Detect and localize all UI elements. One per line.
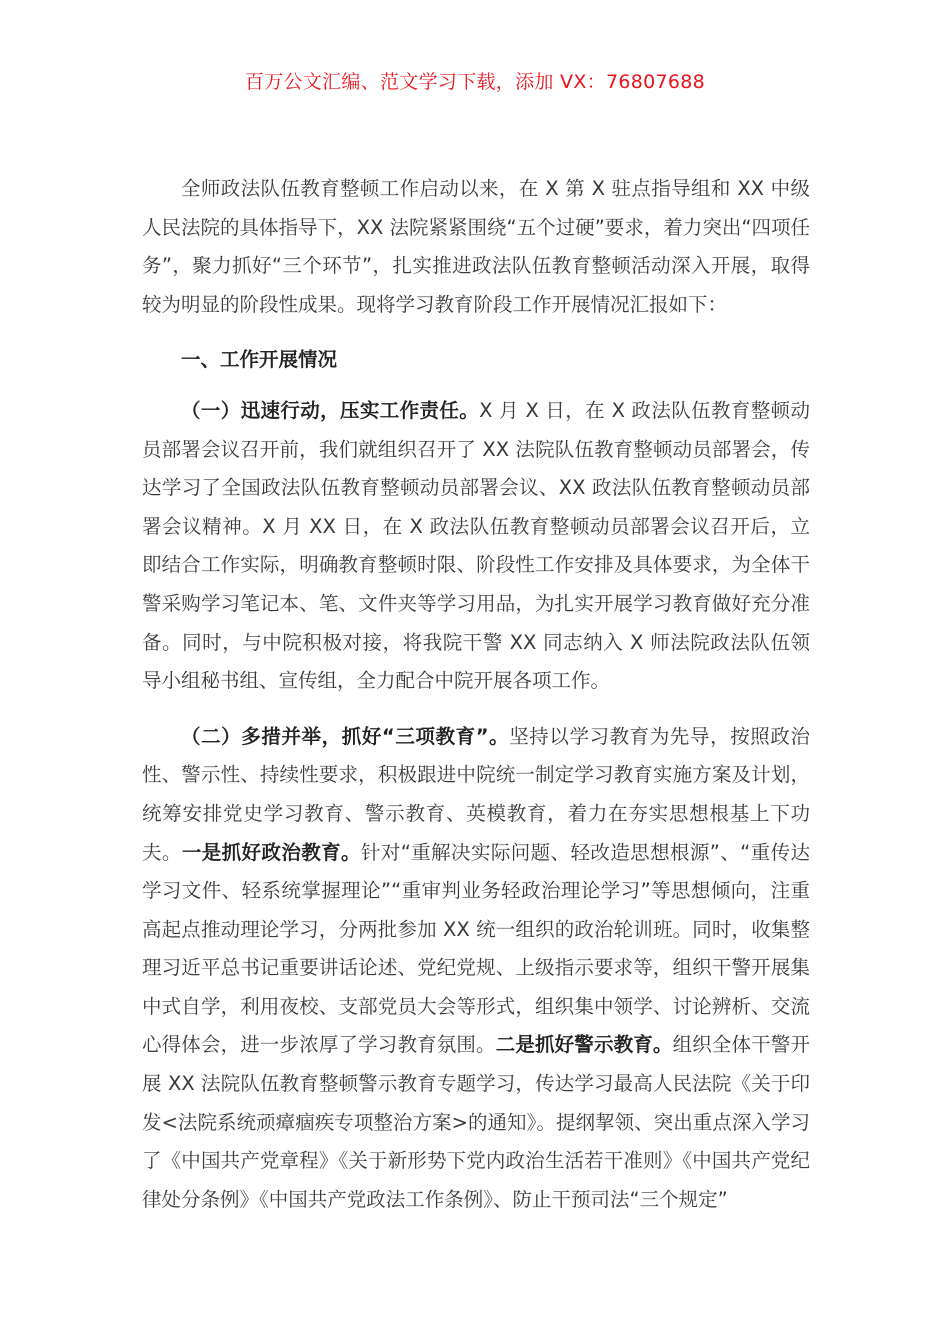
subsection-2-title: （二）多措并举，抓好“三项教育”。 bbox=[181, 724, 510, 748]
intro-paragraph: 全师政法队伍教育整顿工作启动以来，在 X 第 X 驻点指导组和 XX 中级人民法院的具体指导下，XX 法院紧紧围绕“五个过硬”要求，着力突出“四项任务”，聚力抓好“三个环节”，扎实推进政法队伍教育整顿活动深入开展，取得较为明显的阶段性成果。现将学习教育阶段工作开展情况汇报如下： bbox=[142, 177, 810, 316]
subsection-2-text: 坚持以学习教育为先导，按照政治性、警示性、持续性要求，积极跟进中院统一制定学习教育实施方案及计划，统筹安排党史学习教育、警示教育、英模教育，着力在夯实思想根基上下功夫。 bbox=[142, 724, 810, 864]
section-heading-1: 一、工作开展情况 bbox=[181, 348, 338, 372]
subsection-1-paragraph bbox=[142, 392, 810, 701]
document-body bbox=[142, 170, 810, 1219]
point-2-title: 二是抓好警示教育。 bbox=[495, 1033, 673, 1057]
point-1-title: 一是抓好政治教育。 bbox=[181, 840, 361, 864]
point-2-text: 组织全体干警开展 XX 法院队伍教育整顿警示教育专题学习，传达学习最高人民法院《关于印发<法院系统顽瘴痼疾专项整治方案>的通知》。提纲挈领、突出重点深入学习了《中国共产党章程》《关于新形势下党内政治生活若干准则》《中国共产党纪律处分条例》《中国共产党政法工作条例》、防止干预司法“三个规定” bbox=[142, 1033, 810, 1211]
subsection-1-text: X 月 X 日，在 X 政法队伍教育整顿动员部署会议召开前，我们就组织召开了 XX 法院队伍教育整顿动员部署会，传达学习了全国政法队伍教育整顿动员部署会议、XX 政法队伍教育整顿动员部署会议精神。X 月 XX 日，在 X 政法队伍教育整顿动员部署会议召开后，立即结合工作实际，明确教育整顿时限、阶段性工作安排及具体要求，为全体干警采购学习笔记本、笔、文件夹等学习用品，为扎实开展学习教育做好充分准备。同时，与中院积极对接，将我院干警 XX 同志纳入 X 师法院政法队伍领导小组秘书组、宣传组，全力配合中院开展各项工作。 bbox=[142, 398, 810, 693]
point-1-text: 针对“重解决实际问题、轻改造思想根源”、“重传达学习文件、轻系统掌握理论”“重审判业务轻政治理论学习”等思想倾向，注重高起点推动理论学习，分两批参加 XX 统一组织的政治轮训班。同时，收集整理习近平总书记重要讲话论述、党纪党规、上级指示要求等，组织干警开展集中式自学，利用夜校、支部党员大会等形式，组织集中领学、讨论辨析、交流心得体会，进一步浓厚了学习教育氛围。 bbox=[142, 840, 810, 1057]
header-banner: 百万公文汇编、范文学习下载，添加 VX：76807688 bbox=[244, 71, 706, 93]
subsection-2-paragraph bbox=[142, 718, 810, 1220]
subsection-1-title: （一）迅速行动，压实工作责任。 bbox=[181, 398, 480, 422]
